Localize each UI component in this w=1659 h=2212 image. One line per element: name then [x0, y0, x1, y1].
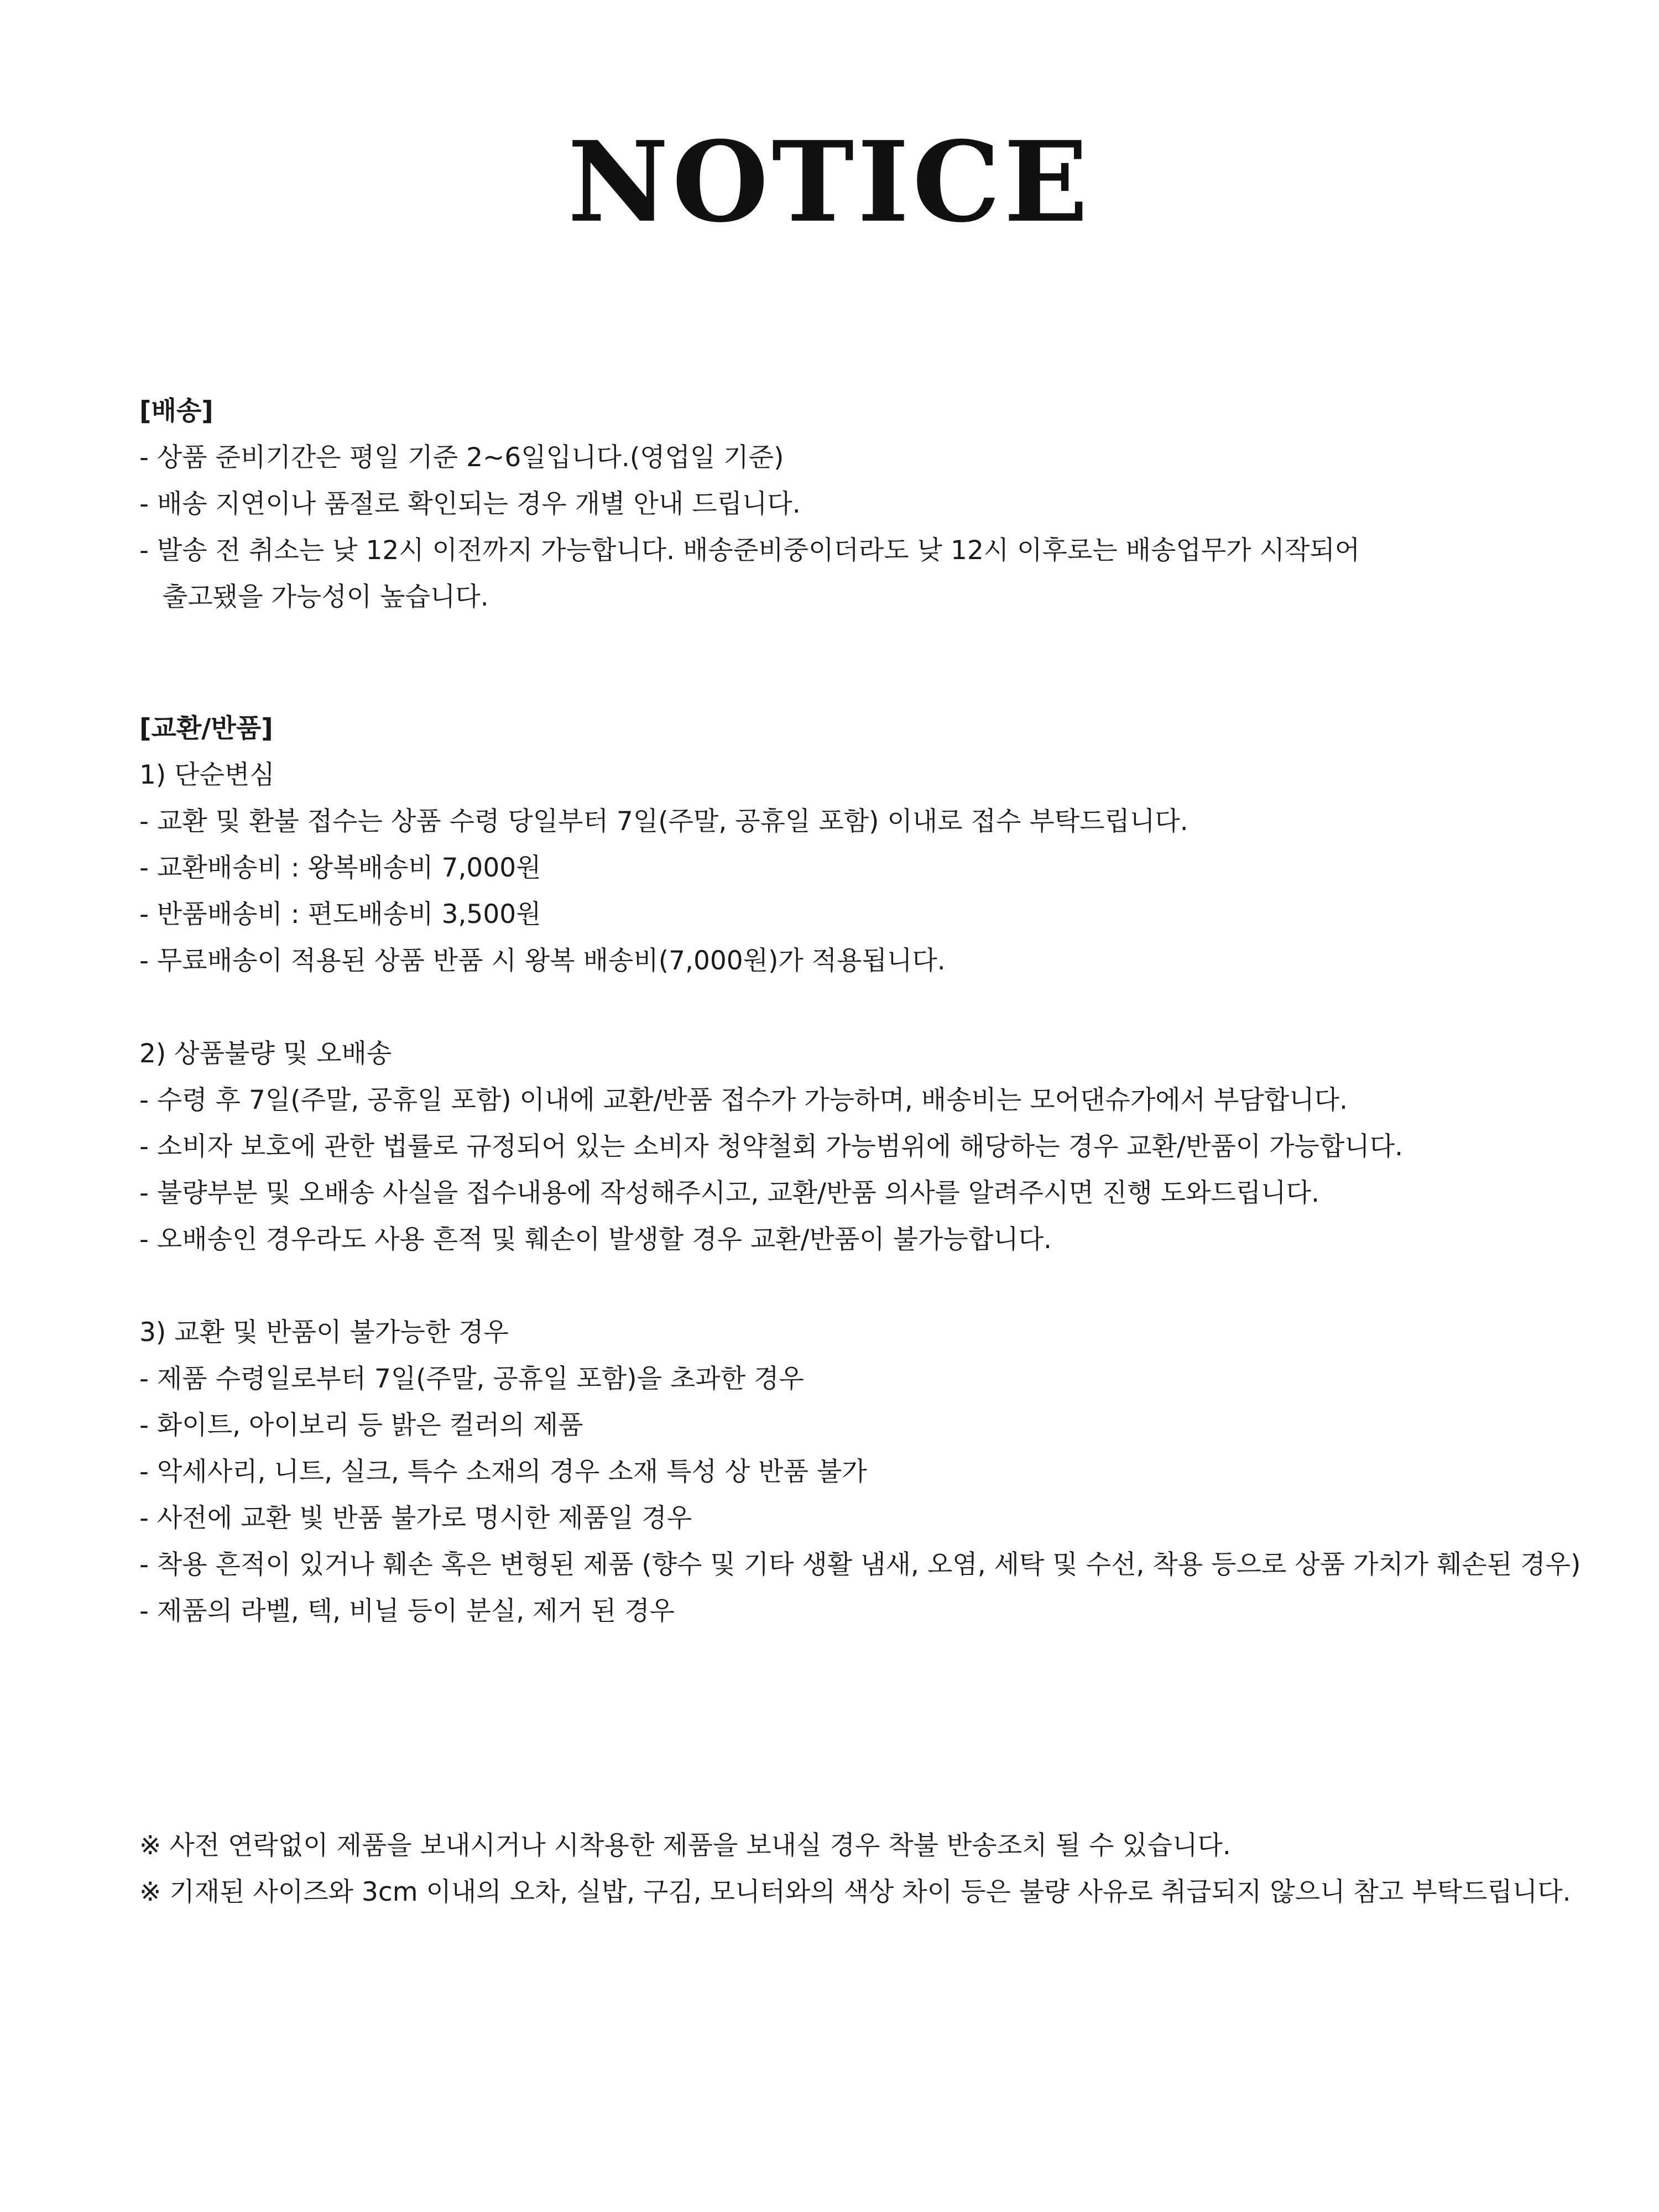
- policy-line: - 제품의 라벨, 텍, 비닐 등이 분실, 제거 된 경우: [139, 1596, 675, 1626]
- delivery-line: - 상품 준비기간은 평일 기준 2~6일입니다.(영업일 기준): [139, 442, 784, 473]
- policy-line: - 무료배송이 적용된 상품 반품 시 왕복 배송비(7,000원)가 적용됩니다.: [139, 946, 946, 976]
- delivery-line-continued: 출고됐을 가능성이 높습니다.: [163, 582, 489, 612]
- note-line: ※ 사전 연락없이 제품을 보내시거나 시착용한 제품을 보내실 경우 착불 반송조치 될 수 있습니다.: [139, 1830, 1231, 1861]
- policy-line: - 사전에 교환 빛 반품 불가로 명시한 제품일 경우: [139, 1503, 692, 1533]
- policy-line: - 소비자 보호에 관한 법률로 규정되어 있는 소비자 청약철회 가능범위에 해당하는 경우 교환/반품이 가능합니다.: [139, 1131, 1404, 1162]
- policy-line: - 반품배송비 : 편도배송비 3,500원: [139, 899, 541, 930]
- delivery-line: - 배송 지연이나 품절로 확인되는 경우 개별 안내 드립니다.: [139, 489, 801, 519]
- policy-line: - 악세사리, 니트, 실크, 특수 소재의 경우 소재 특성 상 반품 불가: [139, 1457, 867, 1487]
- group-title-simple-change: 1) 단순변심: [139, 760, 275, 790]
- policy-line: - 오배송인 경우라도 사용 흔적 및 훼손이 발생할 경우 교환/반품이 불가능합니다.: [139, 1224, 1052, 1255]
- policy-line: - 화이트, 아이보리 등 밝은 컬러의 제품: [139, 1410, 583, 1441]
- exchange-heading: [교환/반품]: [139, 713, 273, 744]
- notes-section: [139, 1823, 1605, 1916]
- policy-line: - 제품 수령일로부터 7일(주말, 공휴일 포함)을 초과한 경우: [139, 1364, 804, 1394]
- policy-line: - 수령 후 7일(주말, 공휴일 포함) 이내에 교환/반품 접수가 가능하며, 배송비는 모어댄슈가에서 부담합니다.: [139, 1085, 1348, 1115]
- delivery-heading: [배송]: [139, 396, 213, 426]
- policy-line: - 교환 및 환불 접수는 상품 수령 당일부터 7일(주말, 공휴일 포함) 이내로 접수 부탁드립니다.: [139, 806, 1188, 837]
- group-title-not-allowed: 3) 교환 및 반품이 불가능한 경우: [139, 1317, 509, 1348]
- note-line: ※ 기재된 사이즈와 3cm 이내의 오차, 실밥, 구김, 모니터와의 색상 차이 등은 불량 사유로 취급되지 않으니 참고 부탁드립니다.: [139, 1877, 1571, 1907]
- policy-line: - 교환배송비 : 왕복배송비 7,000원: [139, 853, 541, 883]
- policy-line: - 착용 흔적이 있거나 훼손 혹은 변형된 제품 (향수 및 기타 생활 냄새, 오염, 세탁 및 수선, 착용 등으로 상품 가치가 훼손된 경우): [139, 1550, 1581, 1580]
- policy-line: - 불량부분 및 오배송 사실을 접수내용에 작성해주시고, 교환/반품 의사를 알려주시면 진행 도와드립니다.: [139, 1178, 1319, 1208]
- spacer: [139, 1263, 1605, 1310]
- delivery-line: - 발송 전 취소는 낮 12시 이전까지 가능합니다. 배송준비중이더라도 낮 12시 이후로는 배송업무가 시작되어: [139, 535, 1360, 566]
- exchange-return-section: [139, 706, 1605, 1635]
- delivery-section: [139, 388, 1605, 620]
- group-title-defect-misdelivery: 2) 상품불량 및 오배송: [139, 1039, 392, 1069]
- spacer: [139, 984, 1605, 1031]
- page-title: NOTICE: [567, 117, 1092, 247]
